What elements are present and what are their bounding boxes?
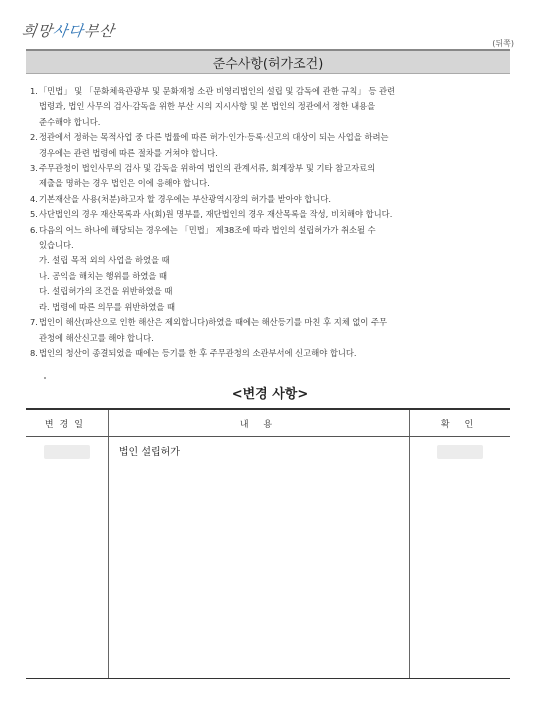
rules-list [30, 84, 508, 361]
rule-text: 「민법」 및 「문화체육관광부 및 문화재청 소관 비영리법인의 설립 및 감독에 관한 규칙」 등 관련 [39, 86, 396, 96]
rule-number: 2. [30, 132, 38, 143]
busan-logo: 희망사다부산 [20, 22, 117, 40]
row-check [410, 437, 510, 679]
changes-title: <변경 사항> [231, 387, 309, 402]
rule-text: 다. 설립허가의 조건을 위반하였을 때 [39, 286, 173, 297]
rule-subitem [30, 269, 508, 284]
redacted-date [44, 445, 90, 459]
redacted-seal [437, 445, 483, 459]
rule-text: 사단법인의 경우 재산목록과 사(회)원 명부를, 재단법인의 경우 재산목록을 작성, 비치해야 합니다. [39, 209, 393, 220]
rule-subitem [30, 253, 508, 268]
rule-text: 법인이 해산(파산으로 인한 해산은 제외합니다)하였을 때에는 해산등기를 마친 후 지체 없이 주무 [39, 317, 388, 328]
rule-text: 라. 법령에 따른 의무를 위반하였을 때 [39, 301, 176, 312]
page-side-label: (뒤쪽) [492, 39, 514, 48]
rule-text: 나. 공익을 해치는 행위를 하였을 때 [39, 270, 168, 281]
rule-number: 6. [30, 224, 38, 235]
rule-text: 제출을 명하는 경우 법인은 이에 응해야 합니다. [39, 178, 210, 189]
row-date [26, 437, 108, 679]
rule-text: 있습니다. [39, 240, 74, 251]
rule-number: 7. [30, 317, 38, 328]
row-content: 법인 설립허가 [108, 437, 409, 679]
changes-header-row [26, 409, 510, 437]
rule-item [30, 346, 508, 361]
rule-item [30, 207, 508, 222]
rule-text: 법인의 청산이 종결되었을 때에는 등기를 한 후 주무관청의 소관부서에 신고해야 합니다. [39, 347, 357, 358]
rule-subitem [30, 284, 508, 299]
rule-number: 5. [30, 209, 38, 220]
rule-text: 관청에 해산신고를 해야 합니다. [39, 332, 154, 343]
header-content: 내 용 [108, 409, 409, 437]
rule-item-continued [30, 176, 508, 191]
rule-text: 가. 설립 목적 외의 사업을 하였을 때 [39, 255, 170, 266]
bottom-rule [26, 678, 510, 679]
table-row [26, 437, 510, 679]
rule-subitem [30, 300, 508, 315]
rule-number: 3. [30, 163, 38, 174]
rule-item [30, 84, 508, 99]
rule-number: 4. [30, 193, 38, 204]
header-date: 변경일 [26, 409, 108, 437]
rule-item-continued [30, 331, 508, 346]
rule-text: 기본재산을 사용(처분)하고자 할 경우에는 부산광역시장의 허가를 받아야 합니다. [39, 193, 332, 204]
rule-text: 주무관청이 법인사무의 검사 및 감독을 위하여 법인의 관계서류, 회계장부 및 기타 참고자료의 [39, 163, 376, 174]
rule-item-continued [30, 99, 508, 114]
header-check: 확 인 [410, 409, 510, 437]
rule-item [30, 223, 508, 238]
rule-text: 정관에서 정하는 목적사업 중 다른 법률에 따른 허가·인가·등록·신고의 대상이 되는 사업을 하려는 [39, 132, 389, 143]
rule-number: 1. [30, 86, 38, 96]
rule-item-continued [30, 146, 508, 161]
page-title: 준수사항(허가조건) [26, 49, 510, 74]
rule-item-continued [30, 238, 508, 253]
rule-item [30, 192, 508, 207]
rule-text: 법령과, 법인 사무의 검사·감독을 위한 부산 시의 지시사항 및 본 법인의 정관에서 정한 내용을 [39, 101, 376, 112]
rule-item-continued [30, 115, 508, 130]
scan-dot [44, 377, 46, 379]
rule-item [30, 130, 508, 145]
rule-item [30, 315, 508, 330]
rule-item [30, 161, 508, 176]
rule-text: 다음의 어느 하나에 해당되는 경우에는 「민법」 제38조에 따라 법인의 설립허가가 취소될 수 [39, 224, 376, 235]
rule-text: 준수해야 합니다. [39, 116, 101, 127]
rule-text: 경우에는 관련 법령에 따른 절차를 거쳐야 합니다. [39, 147, 218, 158]
rule-number: 8. [30, 347, 38, 358]
changes-table [26, 408, 510, 678]
